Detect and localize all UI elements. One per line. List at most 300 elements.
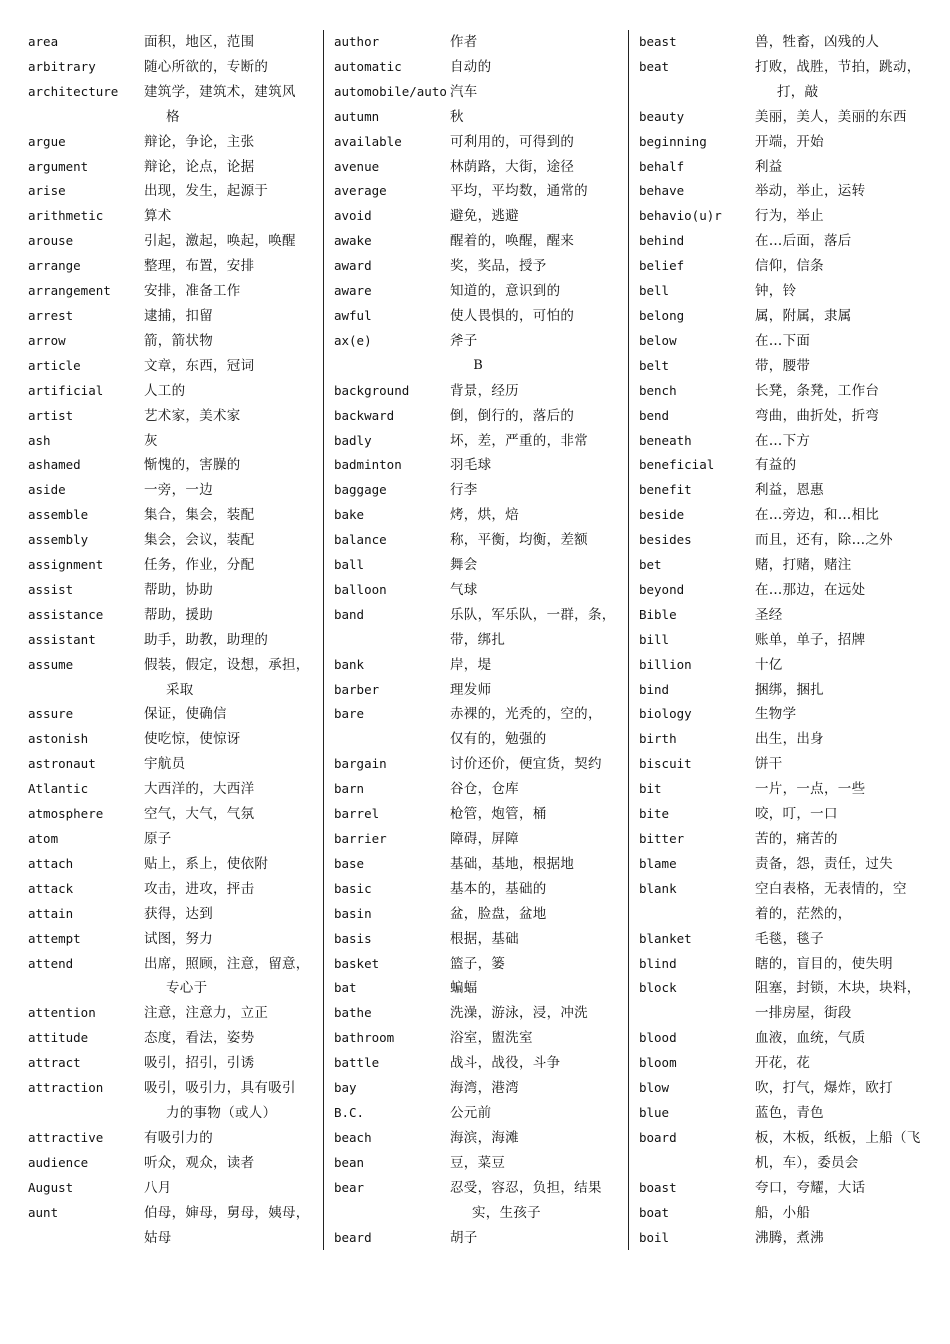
definition	[755, 179, 927, 204]
headword: biology	[638, 706, 692, 722]
vocab-entry	[28, 478, 317, 503]
definition-line: 在…那边，在远处	[754, 581, 866, 598]
headword: badminton	[333, 457, 402, 473]
headword: ashamed	[28, 457, 81, 473]
headword: beneath	[638, 432, 692, 448]
definition	[450, 553, 622, 578]
definition	[450, 55, 622, 80]
definition	[755, 105, 927, 130]
vocab-entry	[639, 30, 927, 55]
vocab-entry	[28, 952, 317, 1002]
definition	[755, 777, 927, 802]
vocab-entry	[334, 229, 622, 254]
headword: assistance	[28, 606, 104, 622]
vocab-entry	[28, 429, 317, 454]
definition-line: 有吸引力的	[144, 1129, 213, 1146]
vocab-entry	[28, 1201, 317, 1251]
headword: bend	[638, 407, 670, 423]
section-letter: B	[473, 357, 483, 373]
headword: beach	[333, 1129, 372, 1145]
definition-line: 着的，茫然的，	[754, 905, 852, 922]
headword: bank	[333, 656, 365, 672]
definition-line: 而且，还有，除…之外	[754, 532, 893, 549]
vocab-entry	[28, 553, 317, 578]
definition	[450, 404, 622, 429]
headword: bite	[638, 806, 670, 822]
headword: available	[333, 133, 402, 149]
vocab-entry	[639, 603, 927, 628]
vocab-entry	[334, 752, 622, 777]
definition	[450, 1051, 622, 1076]
headword: astonish	[28, 731, 89, 747]
definition	[450, 105, 622, 130]
vocab-entry	[334, 553, 622, 578]
vocab-entry	[28, 329, 317, 354]
definition	[144, 429, 317, 454]
definition	[144, 404, 317, 429]
headword: assembly	[28, 532, 89, 548]
definition	[450, 1151, 622, 1176]
vocab-entry	[639, 528, 927, 553]
definition	[144, 55, 317, 80]
headword: arrow	[28, 332, 66, 348]
vocab-entry	[639, 927, 927, 952]
headword: autumn	[333, 108, 380, 124]
headword: bind	[638, 681, 670, 697]
definition	[144, 279, 317, 304]
definition-line: 毛毯，毯子	[754, 930, 824, 947]
definition	[144, 702, 317, 727]
definition	[450, 653, 622, 678]
headword: blanket	[638, 930, 692, 946]
vocab-entry	[28, 603, 317, 628]
headword: blue	[638, 1104, 670, 1120]
definition-line: 打败，战胜，节拍，跳动，	[754, 58, 921, 75]
definition	[755, 254, 927, 279]
definition	[755, 727, 927, 752]
headword: bean	[333, 1154, 365, 1170]
definition	[144, 1201, 317, 1251]
definition-line: 气球	[449, 581, 478, 598]
vocab-entry	[334, 852, 622, 877]
definition-line: 船，小船	[754, 1204, 811, 1221]
definition-line: 保证，使确信	[144, 706, 227, 723]
definition-line: 试图，努力	[144, 930, 213, 947]
definition	[144, 453, 317, 478]
definition	[450, 578, 622, 603]
headword: boast	[638, 1179, 677, 1195]
headword: attain	[28, 905, 74, 921]
headword: background	[333, 382, 410, 398]
headword: Bible	[638, 606, 677, 622]
definition-line: 打，敲	[776, 83, 819, 100]
headword: atom	[28, 831, 59, 846]
headword: automatic	[333, 58, 402, 74]
definition-line: 一旁，一边	[144, 482, 213, 499]
definition-line: 枪管，炮管，桶	[449, 806, 547, 823]
definition-line: 避免，逃避	[449, 208, 519, 225]
definition-line: 带，绑扎	[449, 631, 506, 648]
definition-line: 一片，一点，一些	[754, 781, 866, 798]
definition-line: 根据，基础	[449, 930, 519, 947]
definition-line: 在…后面，落后	[754, 233, 852, 250]
definition-line: 属，附属，隶属	[754, 307, 852, 324]
headword: blank	[638, 880, 677, 896]
vocab-entry	[28, 179, 317, 204]
vocab-entry	[639, 727, 927, 752]
definition-line: 蓝色，青色	[754, 1104, 824, 1121]
definition	[450, 678, 622, 703]
vocab-entry	[639, 827, 927, 852]
headword: bit	[638, 781, 662, 797]
vocab-entry	[334, 1101, 622, 1126]
headword: author	[333, 34, 380, 49]
definition	[144, 379, 317, 404]
headword: benefit	[638, 482, 692, 498]
vocabulary-page	[18, 30, 933, 1250]
vocab-entry	[639, 1101, 927, 1126]
vocab-entry	[639, 553, 927, 578]
definition-line: 海滨，海滩	[449, 1129, 519, 1146]
vocab-entry	[334, 478, 622, 503]
vocab-entry	[334, 578, 622, 603]
headword: basket	[333, 955, 380, 971]
headword: arithmetic	[28, 208, 104, 224]
vocab-entry	[639, 678, 927, 703]
definition	[450, 1226, 622, 1251]
definition	[755, 304, 927, 329]
vocab-entry	[28, 1176, 317, 1201]
definition-line: 注意，注意力，立正	[144, 1005, 269, 1022]
definition-line: 饼干	[754, 756, 783, 773]
headword: attempt	[28, 930, 81, 946]
definition-line: 账单，单子，招牌	[754, 631, 866, 648]
definition	[144, 727, 317, 752]
definition	[450, 279, 622, 304]
definition-line: 助手，助教，助理的	[144, 631, 269, 648]
headword: artist	[28, 407, 74, 423]
headword: assemble	[28, 507, 89, 523]
vocab-entry	[28, 304, 317, 329]
definition-line: 攻击，进攻，抨击	[144, 880, 255, 897]
definition-line: 开端，开始	[754, 133, 824, 150]
definition-line: 箭，箭状物	[144, 332, 213, 349]
headword: argue	[28, 133, 66, 149]
headword: aware	[333, 283, 372, 299]
headword: B.C.	[333, 1104, 365, 1120]
definition-line: 责备，怨，责任，过失	[754, 855, 893, 872]
vocab-entry	[334, 1176, 622, 1226]
definition	[144, 628, 317, 653]
headword: arrangement	[28, 283, 111, 299]
headword: bat	[333, 980, 357, 996]
definition-line: 公元前	[449, 1104, 492, 1121]
headword: August	[28, 1179, 74, 1195]
definition	[144, 1176, 317, 1201]
vocab-entry	[334, 827, 622, 852]
vocab-entry	[639, 55, 927, 105]
vocab-entry	[639, 429, 927, 454]
definition-line: 咬，叮，一口	[754, 806, 838, 823]
headword: besides	[638, 532, 692, 548]
definition	[755, 1126, 927, 1176]
vocab-entry	[334, 653, 622, 678]
vocab-entry	[334, 30, 622, 55]
vocab-entry	[28, 1001, 317, 1026]
vocab-entry	[639, 976, 927, 1026]
headword: boil	[638, 1229, 670, 1245]
definition-line: 理发师	[449, 681, 492, 698]
definition-line: 态度，看法，姿势	[144, 1030, 255, 1047]
definition-line: 胡子	[449, 1229, 478, 1246]
vocab-entry	[639, 105, 927, 130]
definition	[755, 1226, 927, 1251]
definition	[755, 55, 927, 105]
headword: average	[333, 183, 387, 199]
definition-line: 谷仓，仓库	[449, 781, 519, 798]
definition-line: 姑母	[144, 1229, 172, 1246]
vocab-entry	[334, 279, 622, 304]
headword: bet	[638, 557, 662, 573]
definition-line: 平均，平均数，通常的	[449, 183, 588, 200]
definition-line: 灰	[144, 432, 158, 449]
headword: attract	[28, 1055, 81, 1071]
definition-line: 斧子	[449, 332, 478, 349]
definition	[755, 329, 927, 354]
definition	[755, 204, 927, 229]
definition-line: 篮子，篓	[449, 955, 506, 972]
definition	[755, 877, 927, 927]
headword: bear	[333, 1179, 365, 1195]
definition-line: 举动，举止，运转	[754, 183, 866, 200]
headword: architecture	[28, 83, 119, 99]
definition-line: 吸引，吸引力，具有吸引	[144, 1080, 296, 1097]
vocab-entry	[28, 55, 317, 80]
definition	[144, 229, 317, 254]
definition-line: 假装，假定，设想，承担，	[144, 656, 310, 673]
definition	[755, 1101, 927, 1126]
definition	[755, 279, 927, 304]
headword: arrest	[28, 307, 74, 323]
definition-line: 作者	[449, 34, 478, 50]
definition-line: 基础，基地，根据地	[449, 855, 575, 872]
vocab-entry	[639, 1226, 927, 1251]
definition-line: 可利用的，可得到的	[449, 133, 575, 150]
vocab-entry	[28, 1151, 317, 1176]
definition	[450, 329, 622, 354]
definition	[450, 1026, 622, 1051]
definition	[144, 1126, 317, 1151]
definition-line: 兽，牲畜，凶残的人	[754, 34, 880, 50]
definition	[450, 229, 622, 254]
vocab-entry	[639, 1201, 927, 1226]
vocab-entry	[639, 279, 927, 304]
definition	[755, 1176, 927, 1201]
definition	[144, 503, 317, 528]
definition-line: 洗澡，游泳，浸，冲洗	[449, 1005, 588, 1022]
definition-line: 讨价还价，便宜货，契约	[449, 756, 602, 773]
vocab-entry	[28, 254, 317, 279]
definition-line: 背景，经历	[449, 382, 519, 399]
definition	[755, 130, 927, 155]
definition-line: 羽毛球	[449, 457, 492, 474]
headword: board	[638, 1129, 677, 1145]
definition	[755, 852, 927, 877]
vocab-entry	[28, 927, 317, 952]
definition-line: 长凳，条凳，工作台	[754, 382, 880, 399]
definition-line: 仅有的，勉强的	[449, 731, 547, 748]
headword: beneficial	[638, 457, 715, 473]
definition	[450, 603, 622, 653]
headword: balloon	[333, 581, 387, 597]
headword: block	[638, 980, 677, 996]
definition-line: 圣经	[754, 606, 783, 623]
headword: boat	[638, 1204, 670, 1220]
definition-line: 艺术家，美术家	[144, 407, 241, 424]
vocab-entry	[334, 105, 622, 130]
definition	[450, 902, 622, 927]
headword: blow	[638, 1080, 670, 1096]
definition-line: 八月	[144, 1179, 172, 1196]
vocab-entry	[639, 229, 927, 254]
headword: avenue	[333, 158, 380, 174]
definition	[755, 404, 927, 429]
headword: artificial	[28, 382, 104, 398]
vocab-entry	[334, 528, 622, 553]
headword: bench	[638, 382, 677, 398]
definition-line: 任务，作业，分配	[144, 557, 255, 574]
vocab-entry	[28, 777, 317, 802]
definition-line: 岸，堤	[449, 656, 492, 673]
definition	[144, 1001, 317, 1026]
definition-line: 醒着的，唤醒，醒来	[449, 233, 575, 250]
definition	[755, 976, 927, 1026]
definition-line: 板，木板，纸板，上船（飞	[754, 1129, 921, 1146]
headword: beat	[638, 58, 670, 74]
vocab-entry	[639, 702, 927, 727]
definition-line: 血液，血统，气质	[754, 1030, 866, 1047]
headword: belong	[638, 307, 685, 323]
definition	[450, 155, 622, 180]
definition-line: 算术	[144, 208, 172, 225]
vocab-entry	[334, 204, 622, 229]
vocab-entry	[639, 379, 927, 404]
headword: blame	[638, 855, 677, 871]
headword: birth	[638, 731, 677, 747]
definition	[144, 827, 317, 852]
definition-line: 出现，发生，起源于	[144, 183, 269, 200]
definition	[144, 553, 317, 578]
vocab-entry	[639, 478, 927, 503]
definition-line: 力的事物（或人）	[166, 1104, 277, 1121]
vocab-entry	[28, 802, 317, 827]
headword: aunt	[28, 1204, 59, 1220]
vocab-entry	[639, 578, 927, 603]
definition	[755, 927, 927, 952]
vocab-entry	[639, 802, 927, 827]
vocab-column-1	[18, 30, 323, 1250]
definition-line: 自动的	[449, 58, 492, 75]
headword: attitude	[28, 1030, 89, 1046]
definition-line: 盆，脸盘，盆地	[449, 905, 547, 922]
definition	[144, 653, 317, 703]
vocab-entry	[28, 528, 317, 553]
definition	[450, 1176, 622, 1226]
definition-line: 使人畏惧的，可怕的	[449, 307, 575, 324]
vocab-entry	[334, 55, 622, 80]
vocab-entry	[334, 927, 622, 952]
definition-line: 倒，倒行的，落后的	[449, 407, 575, 424]
definition	[144, 179, 317, 204]
definition	[144, 603, 317, 628]
definition	[144, 80, 317, 130]
definition-line: 原子	[144, 831, 172, 847]
vocab-entry	[334, 1126, 622, 1151]
headword: beginning	[638, 133, 707, 149]
definition	[755, 453, 927, 478]
definition-line: 在…下面	[754, 332, 811, 349]
definition-line: 行为，举止	[754, 208, 824, 225]
definition-line: 林荫路，大街，途径	[449, 158, 575, 175]
vocab-entry	[28, 279, 317, 304]
definition-line: 弯曲，曲折处，折弯	[754, 407, 880, 424]
definition-line: 障碍，屏障	[449, 831, 519, 847]
definition	[755, 155, 927, 180]
definition	[755, 503, 927, 528]
definition-line: 整理，布置，安排	[144, 258, 255, 275]
vocab-entry	[28, 727, 317, 752]
definition-line: 面积，地区，范围	[144, 34, 255, 50]
vocab-entry	[334, 179, 622, 204]
vocab-entry	[334, 1001, 622, 1026]
definition	[450, 478, 622, 503]
vocab-entry	[28, 653, 317, 703]
headword: beard	[333, 1229, 372, 1245]
vocab-entry	[334, 155, 622, 180]
definition-line: 带，腰带	[754, 357, 811, 374]
headword: barber	[333, 681, 380, 697]
definition-line: 随心所欲的，专断的	[144, 58, 269, 75]
definition	[450, 528, 622, 553]
headword: assignment	[28, 557, 104, 573]
definition-line: 行李	[449, 482, 478, 499]
definition-line: 空气，大气，气氛	[144, 806, 255, 823]
vocab-entry	[28, 229, 317, 254]
headword: behalf	[638, 158, 685, 174]
vocab-entry	[639, 503, 927, 528]
definition-line: 坏，差，严重的，非常	[449, 432, 588, 449]
definition-line: 知道的，意识到的	[449, 283, 561, 300]
definition	[144, 1026, 317, 1051]
vocab-entry	[639, 952, 927, 977]
vocab-entry	[639, 628, 927, 653]
definition-line: 捆绑，捆扎	[754, 681, 824, 698]
definition-line: 集会，会议，装配	[144, 532, 255, 549]
definition	[755, 1051, 927, 1076]
definition-line: 采取	[166, 681, 194, 698]
definition-line: 美丽，美人，美丽的东西	[754, 108, 907, 125]
vocab-entry	[334, 404, 622, 429]
definition	[144, 802, 317, 827]
headword: basic	[333, 880, 372, 896]
definition	[755, 1201, 927, 1226]
definition-line: 在…下方	[754, 432, 811, 449]
headword: atmosphere	[28, 806, 104, 822]
definition-line: 机，车），委员会	[754, 1154, 859, 1171]
definition	[755, 354, 927, 379]
definition-line: 出生，出身	[754, 731, 824, 748]
vocab-entry	[639, 1126, 927, 1176]
